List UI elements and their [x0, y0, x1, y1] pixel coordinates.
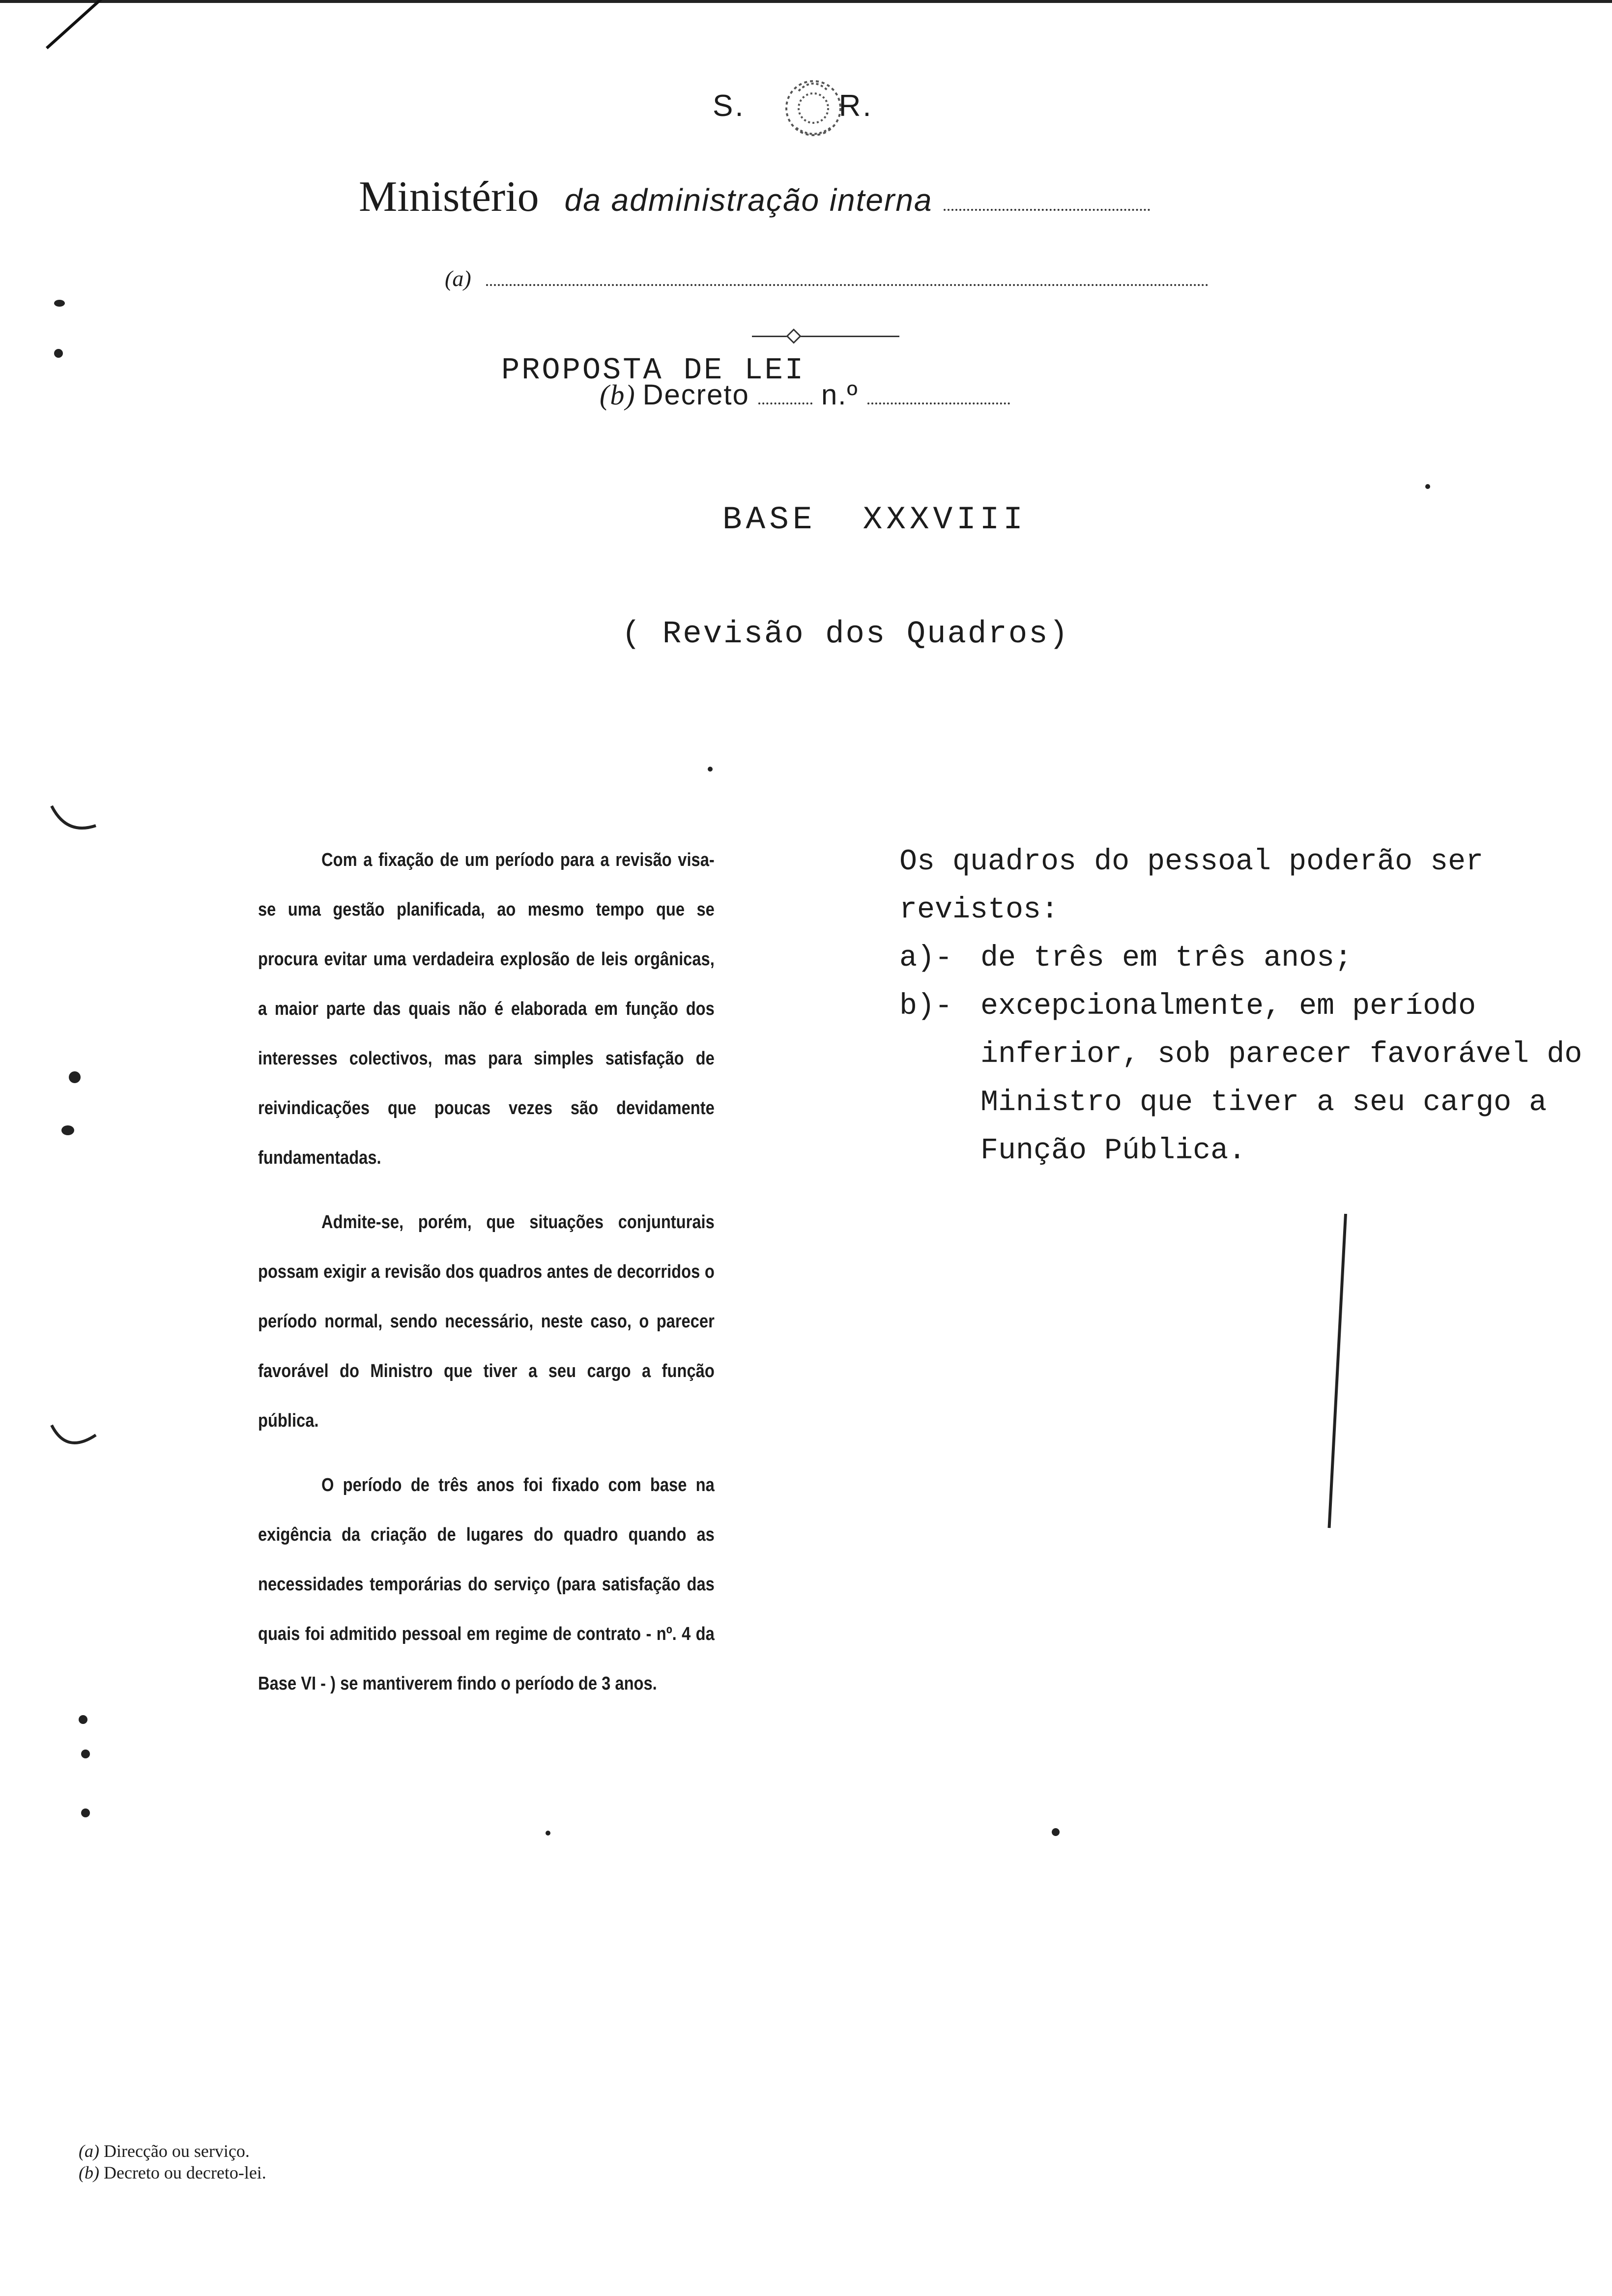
- footnote-b: [79, 2162, 266, 2183]
- r-letter: R.: [838, 89, 873, 123]
- ministry-label: Ministério: [359, 173, 539, 221]
- footnote-b-text: Decreto ou decreto-lei.: [103, 2163, 266, 2182]
- decree-label: Decreto: [642, 379, 749, 411]
- direction-label: (a): [445, 266, 471, 291]
- divider-diamond: [786, 328, 801, 344]
- decree-number-label: n.º: [821, 379, 859, 411]
- ministry-name: da administração interna: [564, 182, 933, 218]
- margin-curve-mark: [47, 796, 101, 840]
- ministry-heading: [359, 172, 1150, 222]
- ornamental-divider: [752, 336, 899, 337]
- decree-number-dotted-line: [867, 402, 1010, 404]
- s-letter: S.: [713, 89, 746, 123]
- proposal-title: PROPOSTA DE LEI: [501, 353, 806, 388]
- scan-speck: [69, 1071, 81, 1083]
- footnotes: [79, 2140, 266, 2183]
- justification-paragraph: Com a fixação de um período para a revisão visa-se uma gestão planificada, ao mesmo tempo que se procura evitar uma verdadeira explosão de leis orgânicas, a maior parte das quais não é elaborada em função dos interesses colectivos, mas para simples satisfação de reivindicações que poucas vezes são devidamente fundamentadas.: [258, 850, 715, 1168]
- law-item-text: excepcionalmente, em período inferior, sob parecer favorável do Ministro que tiver a seu cargo a Função Pública.: [980, 990, 1583, 1168]
- scan-speck: [81, 1750, 90, 1758]
- top-border-line: [0, 0, 1612, 3]
- law-item: [899, 982, 1587, 1175]
- law-item-label: a)-: [899, 942, 953, 975]
- ministry-dotted-line: [944, 208, 1150, 211]
- scan-speck: [54, 300, 65, 307]
- direction-dotted-line: [486, 283, 1209, 286]
- handwritten-vertical-line: [1328, 1214, 1347, 1528]
- handwritten-slash-mark: [46, 0, 106, 49]
- scan-speck: [546, 1831, 550, 1836]
- coat-of-arms-emblem: [777, 71, 850, 147]
- footnote-a-label: (a): [79, 2141, 99, 2161]
- base-subtitle: ( Revisão dos Quadros): [622, 617, 1069, 652]
- footnote-a: [79, 2140, 266, 2162]
- margin-curve-mark: [47, 1415, 101, 1460]
- scan-speck: [1052, 1828, 1060, 1836]
- decree-line: [600, 378, 1010, 411]
- scan-speck: [61, 1125, 74, 1135]
- law-item-text: de três em três anos;: [980, 942, 1353, 975]
- decree-footnote-label: (b): [600, 379, 636, 411]
- law-item: [899, 934, 1587, 982]
- base-title: BASE XXXVIII: [722, 501, 1027, 538]
- scan-speck: [708, 767, 713, 772]
- law-intro: Os quadros do pessoal poderão ser revistos:: [899, 845, 1484, 927]
- law-item-label: b)-: [899, 990, 953, 1023]
- decree-type-dotted-line: [758, 402, 812, 404]
- law-text-column: [899, 838, 1587, 1175]
- scan-speck: [79, 1715, 87, 1724]
- footnote-a-text: Direcção ou serviço.: [103, 2141, 250, 2161]
- direction-line: [445, 265, 1209, 291]
- scan-speck: [54, 349, 63, 358]
- justification-paragraph: O período de três anos foi fixado com base na exigência da criação de lugares do quadro quando as necessidades temporárias do serviço (para satisfação das quais foi admitido pessoal em regime de contrato - nº. 4 da Base VI - ) se mantiverem findo o período de 3 anos.: [258, 1475, 715, 1694]
- justification-column: [258, 835, 715, 1723]
- scan-speck: [81, 1808, 90, 1817]
- scan-speck: [1425, 484, 1430, 489]
- justification-paragraph: Admite-se, porém, que situações conjunturais possam exigir a revisão dos quadros antes de decorridos o período normal, sendo necessário, neste caso, o parecer favorável do Ministro que tiver a seu cargo a função pública.: [258, 1212, 715, 1431]
- footnote-b-label: (b): [79, 2163, 99, 2182]
